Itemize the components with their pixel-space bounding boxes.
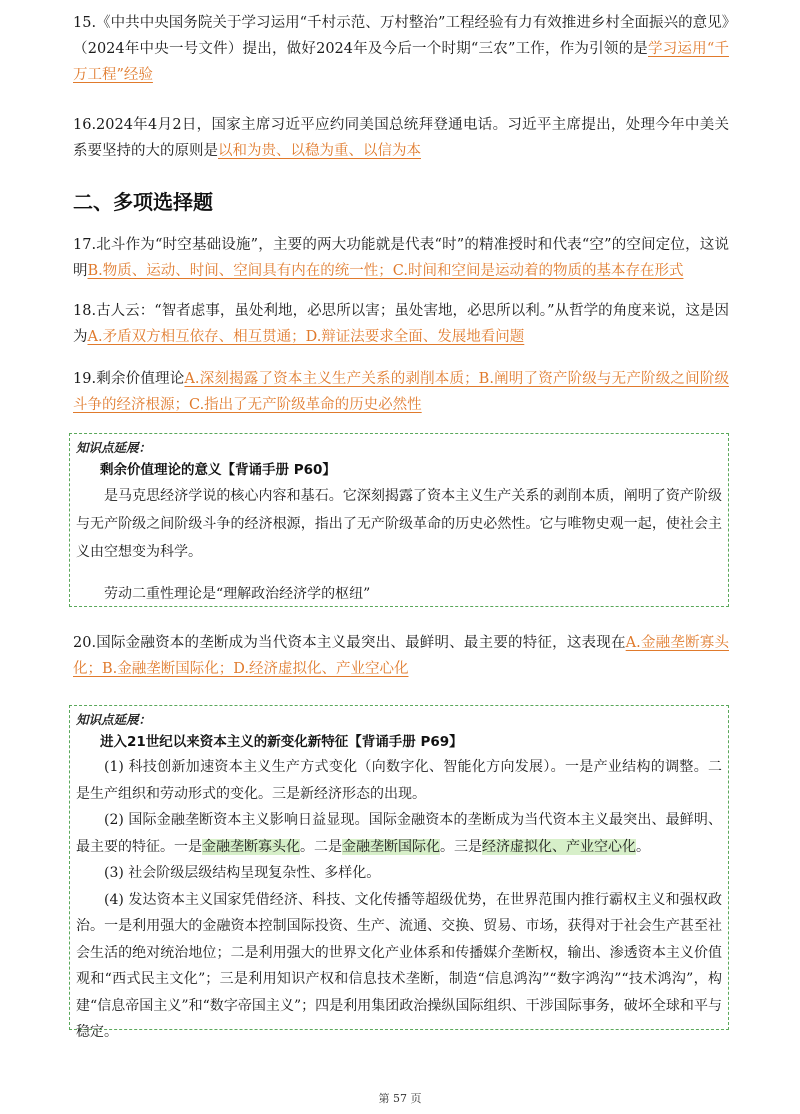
- question-15: [73, 10, 729, 88]
- question-20-text: 20.国际金融资本的垄断成为当代资本主义最突出、最鲜明、最主要的特征，这表现在: [73, 635, 626, 651]
- question-19-text: 19.剩余价值理论: [73, 371, 185, 387]
- knowledge-box-paragraph: (4) 发达资本主义国家凭借经济、科技、文化传播等超级优势，在世界范围内推行霸权主义和强权政治。一是利用强大的金融资本控制国际投资、生产、流通、交换、贸易、市场，获得对于社会生产甚至社会生活的绝对统治地位；二是利用强大的世界文化产业体系和传播媒介垄断权，输出、渗透资本主义价值观和“西式民主文化”；三是利用知识产权和信息技术垄断，制造“信息鸿沟”“数字鸿沟”“技术鸿沟”，构建“信息帝国主义”和“数字帝国主义”；四是利用集团政治操纵国际组织、干涉国际事务，破坏全球和平与稳定。: [76, 891, 722, 1040]
- highlight-text: 金融垄断寡头化: [202, 838, 300, 855]
- question-15-text: 15.《中共中央国务院关于学习运用“千村示范、万村整治”工程经验有力有效推进乡村全面振兴的意见》（2024年中央一号文件）提出，做好2024年及今后一个时期“三农”工作，作为引领的是: [73, 15, 729, 57]
- knowledge-box-1: [69, 433, 729, 607]
- question-19-answer: A.深刻揭露了资本主义生产关系的剥削本质；B.阐明了资产阶级与无产阶级之间阶级斗争的经济根源；C.指出了无产阶级革命的历史必然性: [73, 371, 730, 413]
- paragraph-text: (2) 国际金融垄断资本主义影响日益显现。国际金融资本的垄断成为当代资本主义最突出、最鲜明、最主要的特征。一是: [76, 812, 722, 855]
- question-15-answer: 学习运用“千万工程”经验: [73, 41, 729, 83]
- page-number: 第 57 页: [378, 1092, 422, 1105]
- highlight-text: 经济虚拟化、产业空心化: [482, 838, 636, 855]
- paragraph-text: 。: [636, 838, 650, 855]
- knowledge-box-paragraph: 劳动二重性理论是“理解政治经济学的枢纽”: [104, 586, 371, 602]
- knowledge-box-paragraph: (1) 科技创新加速资本主义生产方式变化（向数字化、智能化方向发展）。一是产业结构的调整。二是生产组织和劳动形式的变化。三是新经济形态的出现。: [76, 759, 722, 802]
- knowledge-box-paragraph: [76, 807, 722, 860]
- knowledge-box-paragraph: (3) 社会阶级层级结构呈现复杂性、多样化。: [104, 865, 381, 881]
- paragraph-text: 。二是: [300, 838, 342, 855]
- knowledge-box-title: 进入21世纪以来资本主义的新变化新特征【背诵手册 P69】: [100, 734, 463, 750]
- question-17-answer: B.物质、运动、时间、空间具有内在的统一性；C.时间和空间是运动着的物质的基本存在形式: [87, 263, 684, 279]
- knowledge-box-label: 知识点延展：: [76, 712, 152, 727]
- question-16-text: 16.2024年4月2日，国家主席习近平应约同美国总统拜登通电话。习近平主席提出，处理今年中美关系要坚持的大的原则是: [73, 117, 729, 159]
- paragraph-text: 。三是: [440, 838, 482, 855]
- question-18-text: 18.古人云：“智者虑事，虽处利地，必思所以害；虽处害地，必思所以利。”从哲学的角度来说，这是因为: [73, 303, 729, 345]
- question-20-answer: A.金融垄断寡头化；B.金融垄断国际化；D.经济虚拟化、产业空心化: [73, 635, 729, 677]
- question-16: [73, 112, 729, 164]
- question-20: [73, 630, 729, 682]
- question-18: [73, 298, 729, 350]
- knowledge-box-label: 知识点延展：: [76, 440, 152, 455]
- knowledge-box-title: 剩余价值理论的意义【背诵手册 P60】: [100, 462, 336, 478]
- highlight-text: 金融垄断国际化: [342, 838, 440, 855]
- question-19: [73, 366, 729, 418]
- knowledge-box-paragraph: 是马克思经济学说的核心内容和基石。它深刻揭露了资本主义生产关系的剥削本质，阐明了资产阶级与无产阶级之间阶级斗争的经济根源，指出了无产阶级革命的历史必然性。它与唯物史观一起，使社会主义由空想变为科学。: [76, 488, 722, 560]
- knowledge-box-2: [69, 705, 729, 1040]
- question-16-answer: 以和为贵、以稳为重、以信为本: [218, 143, 421, 159]
- section-title: 二、多项选择题: [73, 190, 213, 214]
- question-17: [73, 232, 729, 284]
- question-18-answer: A.矛盾双方相互依存、相互贯通；D.辩证法要求全面、发展地看问题: [87, 329, 525, 345]
- question-17-text: 17.北斗作为“时空基础设施”，主要的两大功能就是代表“时”的精准授时和代表“空”的空间定位，这说明: [73, 237, 729, 279]
